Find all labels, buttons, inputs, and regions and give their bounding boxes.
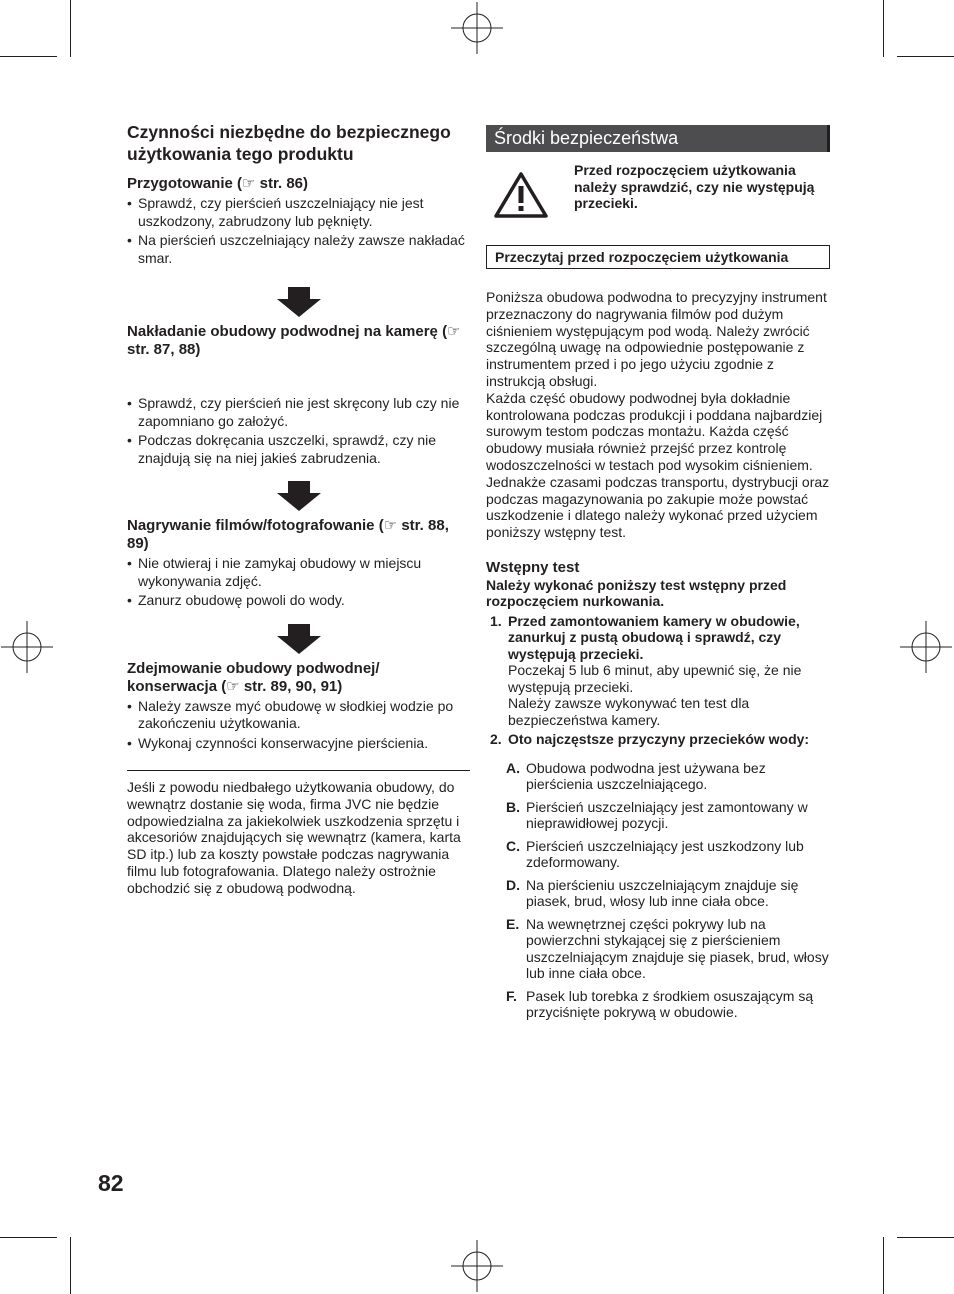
item-text: Na wewnętrznej części pokrywy lub na powierzchni stykającej się z pierścieniem uszczelniającym znajduje się piasek, brud, włosy lub inne ciała obce. (526, 915, 829, 982)
list-item: • Zanurz obudowę powoli do wody. (127, 592, 470, 610)
divider (127, 770, 470, 771)
item-number: 2. (490, 731, 502, 748)
step-removal (127, 660, 470, 753)
page-reference: str. 87, 88) (127, 341, 201, 358)
section-title-bar: Środki bezpieczeństwa (486, 125, 830, 152)
list-item (486, 613, 830, 729)
list-item (486, 988, 830, 1021)
pretest-lead: Należy wykonać poniższy test wstępny przed rozpoczęciem nurkowania. (486, 576, 787, 610)
list-item (486, 760, 830, 793)
registration-mark-icon (451, 2, 503, 54)
item-letter: C. (506, 837, 520, 854)
page-reference: str. 88, 89) (127, 517, 449, 552)
step-heading (127, 175, 470, 193)
item-text: Pierścień uszczelniający jest zamontowany w nieprawidłowej pozycji. (526, 798, 808, 832)
list-item (486, 916, 830, 982)
page-reference: str. 89, 90, 91) (243, 677, 343, 695)
page-title: Czynności niezbędne do bezpiecznego użytkowania tego produktu (127, 122, 451, 164)
step-heading-text: Nakładanie obudowy podwodnej na kamerę ( (127, 323, 448, 340)
intro-paragraph: Poniższa obudowa podwodna to precyzyjny instrument przeznaczony do nagrywania filmów pod dużym ciśnieniem występującym pod wodą. Należy zwrócić szczególną uwagę na odpowiednie postępowanie z instrumentem przed i po jego użyciu zgodnie z instrukcją obsługi. (486, 289, 827, 389)
item-text: Poczekaj 5 lub 6 minut, aby upewnić się, że nie występują przecieki. (508, 662, 802, 695)
intro-paragraph: Każda część obudowy podwodnej była dokładnie kontrolowana podczas produkcji i poddana najbardziej surowym testom podczas montażu. Każda część obudowy musiała również przejść przez kontrolę wodoszczelności w testach pod wysokim ciśnieniem. Jednakże czasami podczas transportu, dystrybucji oraz podczas magazynowania po zakupie może powstać uszkodzenie i dlatego należy wykonać przed użyciem poniższy wstępny test. (486, 389, 830, 541)
step-heading (127, 517, 470, 553)
step-recording (127, 517, 470, 610)
disclaimer: Jeśli z powodu niedbałego użytkowania obudowy, do wewnątrz dostanie się woda, firma JVC nie będzie odpowiedzialna za jakiekolwiek uszkodzenia sprzętu i akcesoriów znajdujących się wewnątrz (kamera, karta SD itp.) lub za koszty powstałe podczas nagrywania filmu lub fotografowania. Dlatego należy ostrożnie obchodzić się z obudową podwodną. (127, 779, 461, 896)
list-item: • Sprawdź, czy pierścień uszczelniający nie jest uszkodzony, zabrudzony lub pęknięty. (127, 195, 470, 230)
list-item: • Wykonaj czynności konserwacyjne pierścienia. (127, 735, 470, 753)
step-preparation (127, 175, 470, 267)
list-item: • Sprawdź, czy pierścień nie jest skręcony lub czy nie zapomniano go założyć. (127, 395, 470, 430)
down-arrow-icon (127, 287, 470, 317)
item-text: Obudowa podwodna jest używana bez pierścienia uszczelniającego. (526, 759, 766, 793)
list-item (486, 838, 830, 871)
item-title: Oto najczęstsze przyczyny przecieków wody: (508, 731, 810, 748)
item-text: Na pierścieniu uszczelniającym znajduje się piasek, brud, włosy lub inne ciała obce. (526, 876, 799, 910)
registration-mark-icon (451, 1240, 503, 1292)
step-heading-text: Przygotowanie ( (127, 175, 243, 192)
step-heading-text: Nagrywanie filmów/fotografowanie ( (127, 517, 384, 534)
item-text: Pasek lub torebka z środkiem osuszającym są przyciśnięte pokrywą w obudowie. (526, 987, 814, 1021)
page-reference: str. 86) (259, 175, 309, 192)
step-heading (127, 660, 470, 696)
item-title: Przed zamontowaniem kamery w obudowie, zanurkuj z pustą obudową i sprawdź, czy występują przecieki. (508, 612, 800, 662)
pointing-hand-icon: ☞ (383, 517, 398, 534)
step-heading-text: Zdejmowanie obudowy podwodnej/ konserwacja ( (127, 659, 380, 695)
warning-text: Przed rozpoczęciem użytkowania należy sprawdzić, czy nie występują przecieki. (574, 162, 815, 211)
item-number: 1. (490, 612, 502, 629)
list-item: • Należy zawsze myć obudowę w słodkiej wodzie po zakończeniu użytkowania. (127, 698, 470, 733)
list-item (486, 799, 830, 832)
pointing-hand-icon: ☞ (447, 323, 461, 340)
down-arrow-icon (127, 481, 470, 511)
right-column (486, 125, 830, 1021)
item-letter: F. (506, 987, 517, 1004)
pointing-hand-icon: ☞ (242, 175, 256, 192)
list-item (486, 731, 830, 748)
page-number: 82 (98, 1170, 124, 1196)
registration-mark-icon (900, 621, 952, 673)
step-heading (127, 323, 470, 359)
item-letter: D. (506, 876, 520, 893)
item-letter: E. (506, 915, 520, 932)
read-first-label: Przeczytaj przed rozpoczęciem użytkowania (486, 245, 830, 269)
list-item: • Na pierścień uszczelniający należy zawsze nakładać smar. (127, 232, 470, 267)
list-item (486, 877, 830, 910)
pretest-title: Wstępny test (486, 558, 580, 576)
down-arrow-icon (127, 624, 470, 654)
item-text: Pierścień uszczelniający jest uszkodzony lub zdeformowany. (526, 837, 804, 871)
warning-triangle-icon (486, 160, 574, 223)
left-column (127, 121, 470, 897)
item-letter: B. (506, 798, 520, 815)
list-item: • Nie otwieraj i nie zamykaj obudowy w miejscu wykonywania zdjęć. (127, 555, 470, 590)
item-letter: A. (506, 759, 520, 776)
list-item: • Podczas dokręcania uszczelki, sprawdź, czy nie znajdują się na niej jakieś zabrudzenia. (127, 432, 470, 467)
step-mounting (127, 323, 470, 467)
registration-mark-icon (1, 621, 53, 673)
pointing-hand-icon: ☞ (226, 677, 240, 695)
warning-box (486, 160, 830, 223)
item-text: Należy zawsze wykonywać ten test dla bezpieczeństwa kamery. (508, 695, 750, 728)
